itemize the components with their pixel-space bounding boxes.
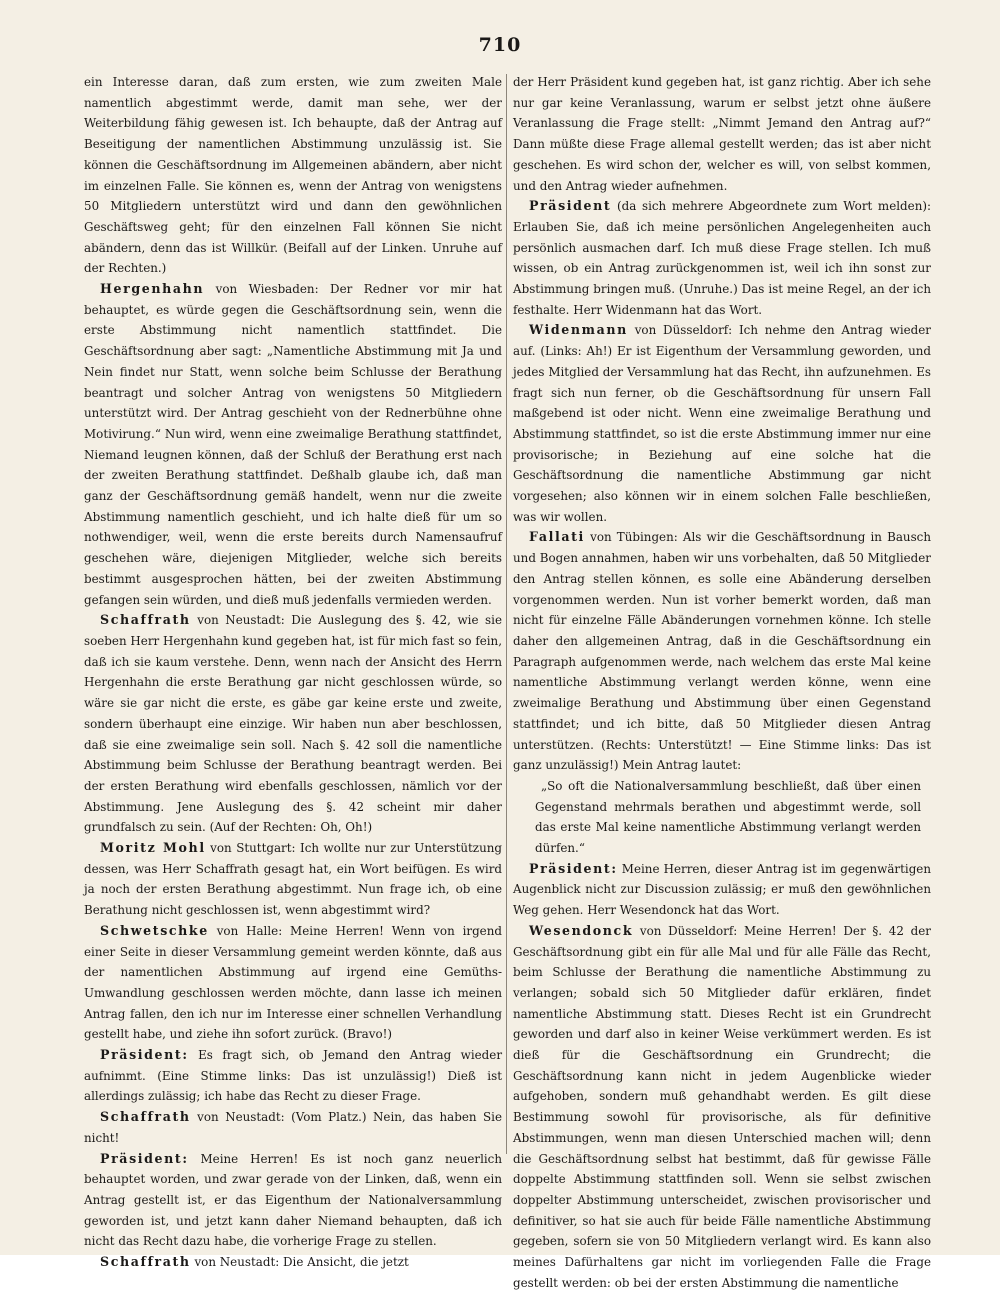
paragraph	[84, 1107, 502, 1148]
speech-text: Meine Herren! Es ist noch ganz neuerlich behauptet worden, und zwar gerade von der Linken, daß, wenn ein Antrag gestellt ist, er das Eigenthum der Nationalversammlung geworden ist, und jetzt kann daher Niemand behaupten, daß ich nicht das Recht dazu habe, die vorherige Frage zu stellen.	[84, 1151, 502, 1249]
paragraph	[84, 72, 502, 279]
speech-text: von Neustadt: Die Auslegung des §. 42, wie sie soeben Herr Hergenhahn kund gegeben hat, ist für mich fast so fein, daß ich sie kaum verstehe. Denn, wenn nach der Ansicht des Herrn Hergenhahn die erste Berathung gar nicht geschlossen würde, so wäre sie gar nicht die erste, es gäbe gar keine erste und zweite, sondern überhaupt eine einzige. Wir haben nun aber beschlossen, daß sie eine zweimalige sein soll. Nach §. 42 soll die namentliche Abstimmung beim Schlusse der Berathung beantragt werden. Bei der ersten Berathung wird ebenfalls geschlossen, nämlich vor der Abstimmung. Jene Auslegung des §. 42 scheint mir daher grundfalsch zu sein. (Auf der Rechten: Oh, Oh!)	[84, 613, 502, 835]
speech-text: von Halle: Meine Herren! Wenn von irgend einer Seite in dieser Versammlung gemeint werden könnte, daß aus der namentlichen Abstimmung auf irgend eine Gemüths-Umwandlung geschlossen werden möchte, dann lasse ich meinen Antrag fallen, den ich nur im Interesse einer schnellen Verhandlung gestellt habe, und ziehe ihn sofort zurück. (Bravo!)	[84, 923, 502, 1042]
speech-text: (da sich mehrere Abgeordnete zum Wort melden): Erlauben Sie, daß ich meine persönlichen Angelegenheiten auch persönlich ausmachen darf. Ich muß diese Frage stellen. Ich muß wissen, ob ein Antrag zurückgenommen ist, weil ich ihn sonst zur Abstimmung bringen muß. (Unruhe.) Das ist meine Regel, an der ich festhalte. Herr Widenmann hat das Wort.	[513, 199, 931, 317]
speech-text: Meine Herren, dieser Antrag ist im gegenwärtigen Augenblick nicht zur Discussion zulässig; er muß den gewöhnlichen Weg gehen. Herr Wesendonck hat das Wort.	[513, 861, 931, 918]
paragraph	[513, 196, 931, 320]
speaker-name: Moritz Mohl	[100, 840, 206, 856]
speaker-name: Schaffrath	[100, 612, 191, 628]
speech-text: „So oft die Nationalversammlung beschließt, daß über einen Gegenstand mehrmals berathen und abgestimmt werde, soll das erste Mal keine namentliche Abstimmung verlangt werden dürfen.“	[535, 778, 921, 856]
paragraph	[513, 320, 931, 527]
speech-text: von Tübingen: Als wir die Geschäftsordnung in Bausch und Bogen annahmen, haben wir uns vorbehalten, daß 50 Mitglieder den Antrag stellen können, es solle eine Abänderung derselben vorgenommen werden. Nun ist vorher bemerkt worden, daß man nicht für einzelne Fälle Abänderungen vornehmen könne. Ich stelle daher den allgemeinen Antrag, daß in die Geschäftsordnung ein Paragraph aufgenommen werde, nach welchem das erste Mal keine namentliche Abstimmung verlangt werden könne, wenn eine zweimalige Berathung und Abstimmung über einen Gegenstand stattfindet; und ich bitte, daß 50 Mitglieder diesen Antrag unterstützen. (Rechts: Unterstützt! — Eine Stimme links: Das ist ganz unzulässig!) Mein Antrag lautet:	[513, 530, 931, 773]
speaker-name: Präsident	[529, 198, 612, 214]
speaker-name: Fallati	[529, 529, 585, 545]
speaker-name: Präsident:	[529, 860, 618, 876]
paragraph	[84, 610, 502, 838]
speaker-name: Schaffrath	[100, 1254, 191, 1270]
paragraph	[84, 1045, 502, 1107]
page-number: 710	[478, 34, 522, 56]
column-divider	[506, 74, 507, 1154]
paragraph	[84, 838, 502, 921]
speech-text: von Neustadt: Die Ansicht, die jetzt	[190, 1255, 409, 1270]
speech-text: von Neustadt: (Vom Platz.) Nein, das haben Sie nicht!	[84, 1110, 502, 1145]
speech-text: Es fragt sich, ob Jemand den Antrag wieder aufnimmt. (Eine Stimme links: Das ist unzulässig!) Dieß ist allerdings zulässig; ich habe das Recht zu dieser Frage.	[84, 1048, 502, 1104]
paragraph	[84, 921, 502, 1045]
right-column	[513, 72, 931, 1290]
paragraph	[513, 859, 931, 921]
speaker-name: Widenmann	[529, 322, 628, 338]
speaker-name: Präsident:	[100, 1047, 189, 1063]
speech-text: von Düsseldorf: Ich nehme den Antrag wieder auf. (Links: Ah!) Er ist Eigenthum der Versammlung geworden, und jedes Mitglied der Versammlung hat das Recht, ihn aufzunehmen. Es fragt sich nun ferner, ob die Geschäftsordnung für unsern Fall maßgebend ist oder nicht. Wenn eine zweimalige Berathung und Abstimmung stattfindet, so ist die erste Abstimmung immer nur eine provisorische; in Beziehung auf eine solche hat die Geschäftsordnung die namentliche Abstimmung gar nicht vorgesehen; also können wir in einem solchen Falle beschließen, was wir wollen.	[513, 323, 931, 524]
speaker-name: Präsident:	[100, 1150, 189, 1166]
paragraph	[513, 72, 931, 196]
speech-text: von Wiesbaden: Der Redner vor mir hat behauptet, es würde gegen die Geschäftsordnung sein, wenn die erste Abstimmung nicht namentlich stattfindet. Die Geschäftsordnung aber sagt: „Namentliche Abstimmung mit Ja und Nein findet nur Statt, wenn solche beim Schlusse der Berathung beantragt und solcher Antrag von wenigstens 50 Mitgliedern unterstützt wird. Der Antrag geschieht von der Rednerbühne ohne Motivirung.“ Nun wird, wenn eine zweimalige Berathung stattfindet, Niemand leugnen können, daß der Schluß der Berathung erst nach der zweiten Berathung stattfindet. Deßhalb glaube ich, daß man ganz der Geschäftsordnung gemäß handelt, wenn nur die zweite Abstimmung namentlich geschieht, und ich halte dieß für um so nothwendiger, weil, wenn die erste bereits durch Namensaufruf geschehen wäre, diejenigen Mitglieder, welche sich bereits bestimmt ausgesprochen hätten, bei der zweiten Abstimmung gefangen sein würden, und dieß muß jedenfalls vermieden werden.	[84, 282, 502, 607]
paragraph	[513, 921, 931, 1293]
speech-text: der Herr Präsident kund gegeben hat, ist ganz richtig. Aber ich sehe nur gar keine Veranlassung, warum er selbst jetzt ohne äußere Veranlassung die Frage stellt: „Nimmt Jemand den Antrag auf?“ Dann müßte diese Frage allemal gestellt werden; das ist aber nicht geschehen. Es wird schon der, welcher es will, von selbst kommen, und den Antrag wieder aufnehmen.	[513, 75, 931, 193]
paragraph	[84, 1252, 502, 1273]
speaker-name: Wesendonck	[529, 922, 634, 938]
speaker-name: Schwetschke	[100, 922, 209, 938]
speech-text: von Düsseldorf: Meine Herren! Der §. 42 der Geschäftsordnung gibt ein für alle Mal und für alle Fälle das Recht, beim Schlusse der Berathung die namentliche Abstimmung zu verlangen; sobald sich 50 Mitglieder dafür erklären, findet namentliche Abstimmung statt. Dieses Recht ist ein Grundrecht geworden und darf also in keiner Weise verkümmert werden. Es ist dieß für die Geschäftsordnung ein Grundrecht; die Geschäftsordnung kann nicht in jedem Augenblicke wieder aufgehoben, sondern muß gehandhabt werden. Es gilt diese Bestimmung sowohl für provisorische, als für definitive Abstimmungen, wenn man diesen Unterschied machen will; denn die Geschäftsordnung selbst hat bestimmt, daß für gewisse Fälle doppelte Abstimmung stattfinden soll. Wenn sie selbst zwischen doppelter Abstimmung unterscheidet, zwischen provisorischer und definitiver, so hat sie auch für beide Fälle namentliche Abstimmung gegeben, sofern sie von 50 Mitgliedern verlangt wird. Es kann also meines Dafürhaltens gar nicht im vorliegenden Falle die Frage gestellt werden: ob bei der ersten Abstimmung die namentliche	[513, 923, 931, 1290]
left-column	[84, 72, 502, 1270]
speaker-name: Hergenhahn	[100, 281, 205, 297]
speech-text: ein Interesse daran, daß zum ersten, wie zum zweiten Male namentlich abgestimmt werde, damit man sehe, wer der Weiterbildung fähig gewesen ist. Ich behaupte, daß der Antrag auf Beseitigung der namentlichen Abstimmung unzulässig ist. Sie können die Geschäftsordnung im Allgemeinen abändern, aber nicht im einzelnen Falle. Sie können es, wenn der Antrag von wenigstens 50 Mitgliedern unterstützt wird und dann den gewöhnlichen Geschäftsweg geht; für den einzelnen Fall können Sie nicht abändern, denn das ist Willkür. (Beifall auf der Linken. Unruhe auf der Rechten.)	[84, 75, 502, 276]
paragraph	[84, 279, 502, 610]
speech-text: von Stuttgart: Ich wollte nur zur Unterstützung dessen, was Herr Schaffrath gesagt hat, ein Wort beifügen. Es wird ja noch der ersten Berathung abgestimmt. Nun frage ich, ob eine Berathung nicht geschlossen ist, wenn abgestimmt wird?	[84, 841, 502, 918]
quoted-motion	[535, 776, 921, 859]
paragraph	[513, 527, 931, 775]
paragraph	[84, 1149, 502, 1253]
speaker-name: Schaffrath	[100, 1109, 191, 1125]
